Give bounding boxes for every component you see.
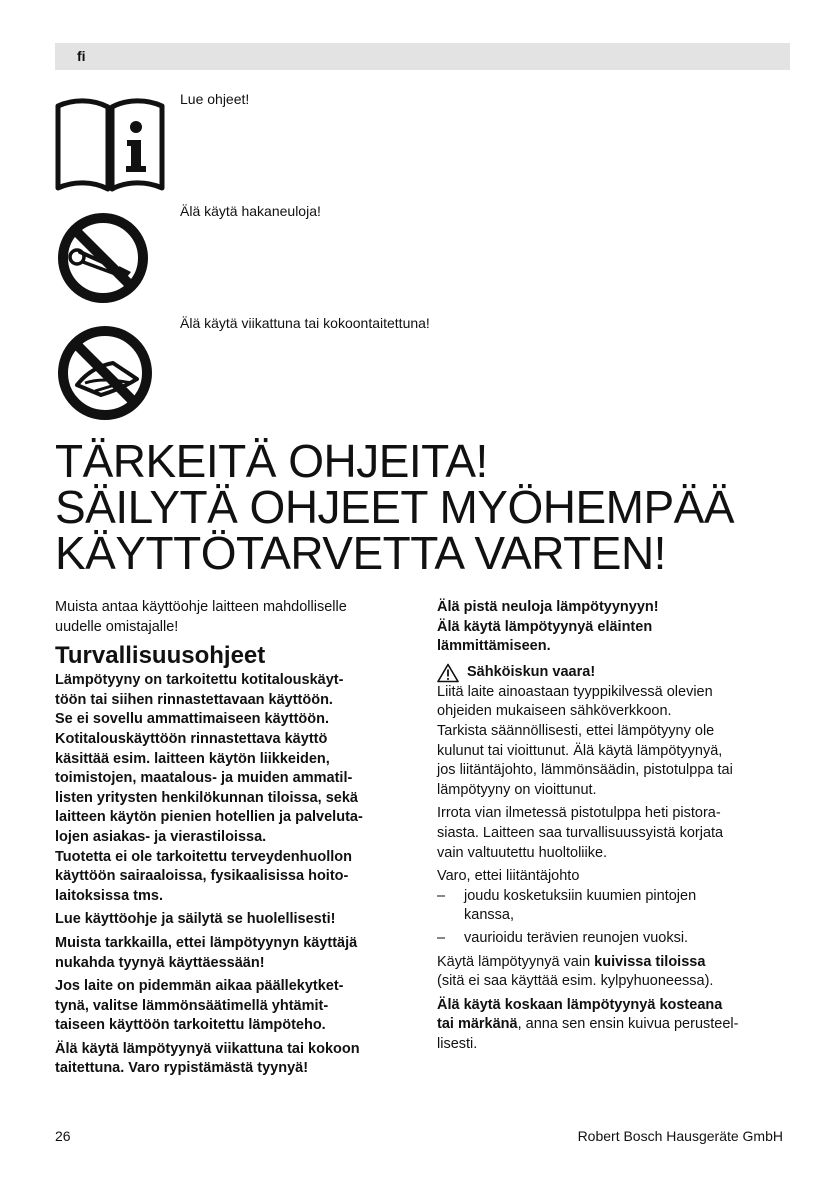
symbol-text-pins: Älä käytä hakaneuloja! xyxy=(180,203,321,219)
safety-paragraph-3: Muista tarkkailla, ettei lämpötyynyn käyttäjä nukahda tyynyä käyttäessään! xyxy=(55,934,358,971)
list-item: – vaurioidu terävien reunojen vuoksi. xyxy=(437,929,689,946)
right-column xyxy=(437,598,797,1054)
fault-paragraph: Irrota vian ilmetessä pistotulppa heti pistora- siasta. Laitteen saa turvallisuussyistä korjata vain valtuutettu huoltoliike. xyxy=(437,805,724,861)
symbol-text-read: Lue ohjeet! xyxy=(180,91,250,107)
electric-shock-heading xyxy=(437,663,797,683)
dry-rooms-paragraph: Käytä lämpötyynyä vain kuivissa tiloissa (sitä ei saa käyttää esim. kylpyhuoneessa). xyxy=(437,953,714,990)
company-name: Robert Bosch Hausgeräte GmbH xyxy=(577,1128,783,1144)
no-folded-use-icon xyxy=(55,323,155,423)
language-code: fi xyxy=(77,48,86,64)
needles-warning: Älä pistä neuloja lämpötyynyyn! Älä käytä lämpötyynyä eläinten lämmittämiseen. xyxy=(437,599,659,655)
cable-warning-intro: Varo, ettei liitäntäjohto xyxy=(437,868,580,885)
safety-paragraph-2: Lue käyttöohje ja säilytä se huolellisesti! xyxy=(55,911,336,928)
section-title-safety: Turvallisuusohjeet xyxy=(55,642,266,670)
no-safety-pins-icon xyxy=(55,210,151,306)
safety-paragraph-1: Lämpötyyny on tarkoitettu kotitalouskäyt- töön tai siihen rinnastettavaan käyttöön. Se ei sovellu ammattimaiseen käyttöön. Kotitalouskäyttöön rinnastettava käyttö käsittää esim. laitteen käytön liikkeiden, toimistojen, maatalous- ja muiden ammatil- listen yritysten henkilökunnan tiloissa, sekä laitteen käytön pienien hotellien ja palveluta- lojen asiakas- ja vierastiloissa. Tuotetta ei ole tarkoitettu terveydenhuollon käyttöön sairaaloissa, fysikaalisissa hoito- laitoksissa tms. xyxy=(55,672,363,904)
wet-warning-paragraph: Älä käytä koskaan lämpötyynyä kosteana tai märkänä, anna sen ensin kuivua perusteel- lisesti. xyxy=(437,996,739,1052)
page-number: 26 xyxy=(55,1128,71,1144)
heading-line-2: SÄILYTÄ OHJEET MYÖHEMPÄÄ xyxy=(55,481,735,533)
main-heading xyxy=(55,435,835,579)
heading-line-3: KÄYTTÖTARVETTA VARTEN! xyxy=(55,527,666,579)
language-bar xyxy=(55,43,790,70)
electric-shock-title: Sähköiskun vaara! xyxy=(467,663,596,680)
safety-paragraph-5: Älä käytä lämpötyynyä viikattuna tai kokoon taitettuna. Varo rypistämästä tyynyä! xyxy=(55,1040,360,1077)
intro-text: Muista antaa käyttöohje laitteen mahdolliselle uudelle omistajalle! xyxy=(55,599,347,635)
left-column xyxy=(55,598,415,1079)
list-item: – joudu kosketuksiin kuumien pintojen kanssa, xyxy=(437,887,697,924)
connection-paragraph: Liitä laite ainoastaan tyyppikilvessä olevien ohjeiden mukaiseen sähköverkkoon. Tarkista säännöllisesti, ettei lämpötyyny ole kulunut tai vioittunut. Älä käytä lämpötyynyä, jos liitäntäjohto, lämmönsäädin, pistotulppa tai lämpötyyny on vioittunut. xyxy=(437,683,733,798)
symbol-text-folded: Älä käytä viikattuna tai kokoontaitettuna! xyxy=(180,315,430,331)
warning-triangle-icon xyxy=(437,663,459,683)
read-instructions-icon xyxy=(55,97,165,193)
heading-line-1: TÄRKEITÄ OHJEITA! xyxy=(55,435,488,487)
safety-paragraph-4: Jos laite on pidemmän aikaa päällekytket- tynä, valitse lämmönsäätimellä yhtämit- taiseen käyttöön tarkoitettu lämpöteho. xyxy=(55,978,344,1034)
